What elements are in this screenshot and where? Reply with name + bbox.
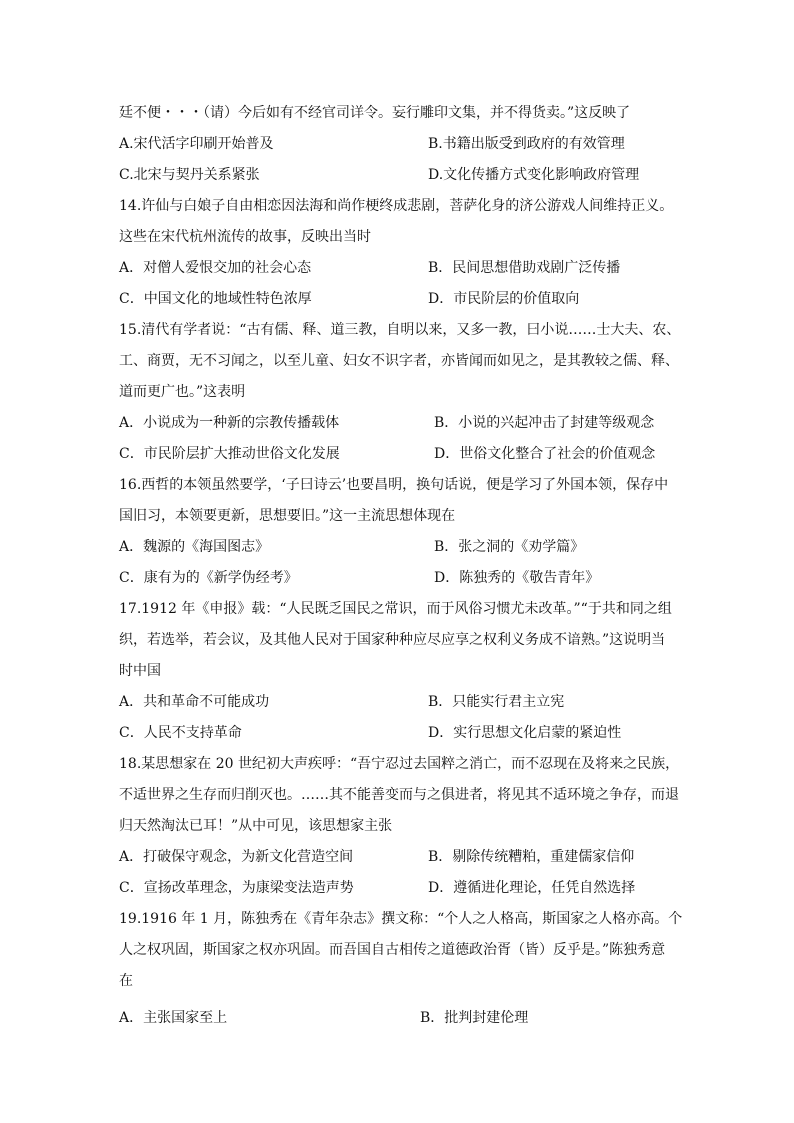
q19-option-b: B．批判封建伦理 xyxy=(420,1010,529,1026)
q17-option-d: D．实行思想文化启蒙的紧迫性 xyxy=(428,725,622,741)
q14-option-a: A．对僧人爱恨交加的社会心态 xyxy=(119,260,312,276)
q15-option-b: B．小说的兴起冲击了封建等级观念 xyxy=(434,415,655,431)
q18-option-c: C．宣扬改革理念，为康梁变法造声势 xyxy=(119,880,354,896)
q16-option-c: C．康有为的《新学伪经考》 xyxy=(119,570,298,586)
q15-option-c: C．市民阶层扩大推动世俗文化发展 xyxy=(119,446,340,462)
q14-option-b: B．民间思想借助戏剧广泛传播 xyxy=(428,260,621,276)
q17-stem-line-1: 17.1912 年《申报》载：“人民既乏国民之常识，而于风俗习惯尤未改革。”“于共和同之组 xyxy=(119,601,672,617)
q14-stem-line-1: 14.许仙与白娘子自由相恋因法海和尚作梗终成悲剧，菩萨化身的济公游戏人间维持正义。 xyxy=(119,198,674,214)
q13-stem-line: 廷不便・・・（请）今后如有不经官司详令。妄行雕印文集，并不得货卖。”这反映了 xyxy=(119,105,631,121)
q18-stem-line-2: 不适世界之生存而归削灭也。……其不能善变而与之俱进者，将见其不适环境之争存，而退 xyxy=(119,787,679,803)
q15-option-a: A．小说成为一种新的宗教传播载体 xyxy=(119,415,340,431)
q18-option-a: A．打破保守观念，为新文化营造空间 xyxy=(119,849,354,865)
q16-stem-line-2: 国旧习，本领要更新，思想要旧。”这一主流思想体现在 xyxy=(119,508,456,524)
q18-stem-line-3: 归天然淘汰已耳！”从中可见，该思想家主张 xyxy=(119,818,393,834)
q17-option-b: B．只能实行君主立宪 xyxy=(428,694,565,710)
q17-option-c: C．人民不支持革命 xyxy=(119,725,242,741)
q15-stem-line-3: 道而更广也。”这表明 xyxy=(119,384,246,400)
q16-stem-line-1: 16.西哲的本领虽然要学，‘子曰诗云’也要昌明，换句话说，便是学习了外国本领，保存中 xyxy=(119,477,669,493)
q13-option-b: B.书籍出版受到政府的有效管理 xyxy=(428,136,625,152)
q16-option-a: A．魏源的《海国图志》 xyxy=(119,539,270,555)
q19-stem-line-1: 19.1916 年 1 月，陈独秀在《青年杂志》撰文称：“个人之人格高，斯国家之人格亦高。个 xyxy=(119,911,683,927)
q17-stem-line-2: 织，若选举，若会议，及其他人民对于国家种种应尽应享之权利义务成不谙熟。”这说明当 xyxy=(119,632,666,648)
q17-stem-line-3: 时中国 xyxy=(119,663,161,679)
q14-option-c: C．中国文化的地域性特色浓厚 xyxy=(119,291,312,307)
q13-option-c: C.北宋与契丹关系紧张 xyxy=(119,167,260,183)
q18-stem-line-1: 18.某思想家在 20 世纪初大声疾呼：“吾宁忍过去国粹之消亡，而不忍现在及将来之民族， xyxy=(119,756,680,772)
q19-stem-line-3: 在 xyxy=(119,973,133,989)
q17-option-a: A．共和革命不可能成功 xyxy=(119,694,270,710)
q19-stem-line-2: 人之权巩固，斯国家之权亦巩固。而吾国自古相传之道德政治胥（皆）反乎是。”陈独秀意 xyxy=(119,942,666,958)
q13-option-d: D.文化传播方式变化影响政府管理 xyxy=(428,167,640,183)
q15-stem-line-2: 工、商贾，无不习闻之，以至儿童、妇女不识字者，亦皆闻而如见之，是其教较之儒、释、 xyxy=(119,353,679,369)
q14-stem-line-2: 这些在宋代杭州流传的故事，反映出当时 xyxy=(119,229,371,245)
q16-option-b: B．张之洞的《劝学篇》 xyxy=(434,539,585,555)
q14-option-d: D．市民阶层的价值取向 xyxy=(428,291,580,307)
q15-option-d: D．世俗文化整合了社会的价值观念 xyxy=(434,446,656,462)
q18-option-b: B．剔除传统糟粕，重建儒家信仰 xyxy=(428,849,635,865)
q18-option-d: D．遵循进化理论，任凭自然选择 xyxy=(428,880,636,896)
q15-stem-line-1: 15.清代有学者说：“古有儒、释、道三教，自明以来，又多一教，曰小说……士大夫、农、 xyxy=(119,322,681,338)
q16-option-d: D．陈独秀的《敬告青年》 xyxy=(434,570,600,586)
q19-option-a: A．主张国家至上 xyxy=(119,1010,228,1026)
q13-option-a: A.宋代活字印刷开始普及 xyxy=(119,136,274,152)
